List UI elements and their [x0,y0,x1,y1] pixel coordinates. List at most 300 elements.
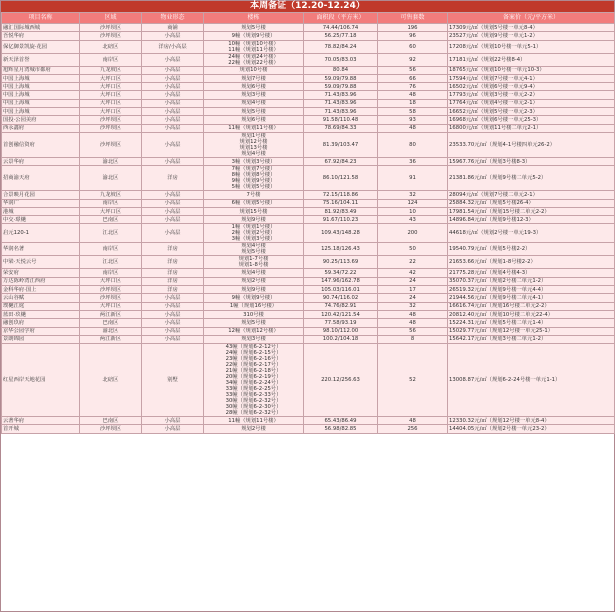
cell-buildings [204,277,304,285]
cell-project-name: 华润名著 [2,243,80,256]
cell-area: 91.67/110.23 [304,216,378,224]
cell-project-name: 吾悦华府 [2,32,80,40]
cell-property-type: 洋房 [142,166,204,191]
cell-district: 南岸区 [80,269,142,277]
cell-units: 24 [378,277,448,285]
cell-district: 巴南区 [80,216,142,224]
cell-units: 196 [378,24,448,32]
cell-area: 81.92/83.49 [304,207,378,215]
cell-project-name: 京华公园学府 [2,327,80,335]
cell-units: 92 [378,53,448,66]
cell-property-type: 洋房 [142,269,204,277]
housing-table [1,12,615,434]
cell-property-type: 小高层 [142,216,204,224]
header-units: 可售套数 [378,13,448,24]
building-label: 规划2号楼 [241,426,266,433]
cell-price: 16652元/㎡（规划5号楼一单元2-3） [448,108,615,116]
building-label: 6幢（规划5号楼） [231,200,276,207]
cell-area: 75.16/104.11 [304,199,378,207]
cell-district: 渝北区 [80,157,142,165]
cell-buildings [204,24,304,32]
cell-district: 大坪口区 [80,108,142,116]
cell-project-name: 新天泽首誉 [2,53,80,66]
cell-district: 大坪口区 [80,99,142,107]
cell-project-name: 国投·公园美府 [2,116,80,124]
cell-project-name: 云景华府 [2,157,80,165]
cell-project-name: 景朗锦园 [2,335,80,343]
cell-district: 北碚区 [80,344,142,417]
cell-price: 16616.74元/㎡（规划16号楼二单元2-2） [448,302,615,310]
table-row [2,74,615,82]
cell-price: 21381.86元/㎡（规划9号楼二单元5-2） [448,166,615,191]
table-row [2,207,615,215]
cell-area: 59.09/79.88 [304,83,378,91]
cell-district: 九龙坡区 [80,66,142,74]
cell-units: 17 [378,286,448,294]
building-label: 20幢（规划6-2-19号） [225,374,282,381]
building-label: 9幢（规划9号楼） [231,178,276,185]
cell-area: 59.09/79.88 [304,74,378,82]
cell-district: 大坪口区 [80,83,142,91]
cell-property-type: 别墅 [142,344,204,417]
cell-buildings [204,157,304,165]
cell-price: 15642.17元/㎡（规划3号楼二单元1-2） [448,335,615,343]
building-label: 28幢（规划6-2-32号） [225,410,282,417]
cell-area: 78.82/84.24 [304,40,378,53]
cell-buildings [204,108,304,116]
cell-district: 巴南区 [80,319,142,327]
building-label: 7幢（规划7号楼） [231,166,276,173]
cell-price: 17594元/㎡（规划7号楼一单元4-1） [448,74,615,82]
building-label: 规划6号楼 [241,117,266,124]
cell-property-type: 小高层 [142,108,204,116]
building-label: 规划4号楼 [241,243,266,250]
cell-units: 48 [378,417,448,425]
cell-property-type: 小高层 [142,124,204,132]
header-price: 备案价（元/平方米） [448,13,615,24]
cell-buildings [204,216,304,224]
table-row [2,277,615,285]
cell-district: 大坪口区 [80,91,142,99]
cell-property-type: 小高层 [142,83,204,91]
table-row [2,335,615,343]
cell-units: 32 [378,302,448,310]
cell-price: 21775.28元/㎡（规划4号楼4-3） [448,269,615,277]
table-row [2,417,615,425]
cell-property-type: 小高层 [142,74,204,82]
cell-property-type: 小高层 [142,425,204,433]
building-label: 规划1号楼 [241,132,266,139]
table-row [2,319,615,327]
cell-units: 48 [378,124,448,132]
cell-price: 14404.05元/㎡（规划2号楼一单元23-2） [448,425,615,433]
building-label: 7号楼 [246,191,261,198]
cell-units: 48 [378,310,448,318]
cell-property-type: 洋房 [142,256,204,269]
cell-area: 220.12/256.63 [304,344,378,417]
cell-buildings [204,335,304,343]
cell-price: 18765元/㎡（规划10号楼一单元10-3） [448,66,615,74]
cell-buildings [204,74,304,82]
cell-area: 100.2/104.18 [304,335,378,343]
cell-property-type: 小高层 [142,327,204,335]
cell-price: 15967.76元/㎡（规划3号楼8-3） [448,157,615,165]
table-row [2,40,615,53]
building-label: 规划4号楼 [241,270,266,277]
cell-area: 65.43/86.49 [304,417,378,425]
cell-project-name: 万达陈岭湾江西府 [2,277,80,285]
table-row [2,166,615,191]
cell-district: 大坪口区 [80,74,142,82]
cell-units: 48 [378,319,448,327]
table-row [2,108,615,116]
cell-area: 56.98/82.85 [304,425,378,433]
cell-buildings [204,83,304,91]
cell-district: 两江新区 [80,335,142,343]
cell-price: 26519.32元/㎡（规划9号楼一单元4-4） [448,286,615,294]
cell-units: 56 [378,327,448,335]
cell-property-type: 小高层 [142,53,204,66]
cell-buildings [204,53,304,66]
cell-units: 50 [378,243,448,256]
cell-units: 18 [378,99,448,107]
cell-units: 58 [378,108,448,116]
table-row [2,132,615,157]
building-label: 规划3号楼 [241,336,266,343]
cell-price: 23533.70元/㎡（规划4-1号楼四单元26-2） [448,132,615,157]
building-label: 12幢（规划12号楼） [228,328,279,335]
cell-area: 77.58/93.19 [304,319,378,327]
cell-area: 81.39/103.47 [304,132,378,157]
cell-price: 25884.32元/㎡（规划5号楼26-4） [448,199,615,207]
cell-price: 20812.40元/㎡（规划10号楼二单元22-4） [448,310,615,318]
cell-buildings [204,425,304,433]
cell-price: 16968元/㎡（规划6号楼一单元25-3） [448,116,615,124]
table-body [2,13,615,434]
cell-property-type: 小高层 [142,335,204,343]
building-label: 规划5号楼 [241,319,266,326]
header-district: 区域 [80,13,142,24]
cell-district: 渝北区 [80,166,142,191]
table-row [2,344,615,417]
cell-district: 沙坪坝区 [80,286,142,294]
building-label: 43幢（规划6-2-12号） [225,344,282,351]
cell-project-name: 旭辉星月湾城市都府 [2,66,80,74]
building-label: 规划1-7号楼 [238,256,269,263]
cell-buildings [204,199,304,207]
cell-district: 江北区 [80,256,142,269]
cell-units: 56 [378,66,448,74]
building-label: 34幢（规划6-2-24号） [225,380,282,387]
building-label: 1幢（规划16号楼） [229,303,278,310]
header-area: 面积段（平方米） [304,13,378,24]
building-label: 规划5号楼 [241,108,266,115]
cell-district: 九龙坡区 [80,191,142,199]
cell-price: 35070.37元/㎡（规划2号楼二单元1-2） [448,277,615,285]
building-label: 11幢（规划11号楼） [228,125,279,132]
cell-area: 120.42/121.54 [304,310,378,318]
building-label: 30幢（规划6-2-32号） [225,398,282,405]
building-label: 9幢（规划9号楼） [231,294,276,301]
cell-district: 南岸区 [80,53,142,66]
cell-project-name: 云著华府 [2,417,80,425]
table-row [2,124,615,132]
table-row [2,310,615,318]
table-row [2,243,615,256]
cell-units: 76 [378,83,448,91]
cell-project-name: 中国上海城 [2,108,80,116]
cell-buildings [204,116,304,124]
cell-buildings [204,224,304,243]
building-label: 规划4号楼 [241,100,266,107]
cell-buildings [204,99,304,107]
building-label: 9幢（规划9号楼） [231,32,276,39]
header-property-type: 物业形态 [142,13,204,24]
cell-area: 90.25/113.69 [304,256,378,269]
table-row [2,302,615,310]
table-row [2,216,615,224]
building-label: 规划5号楼 [241,24,266,31]
cell-property-type: 小高层 [142,116,204,124]
building-label: 310号楼 [243,311,264,318]
cell-district: 沙坪坝区 [80,116,142,124]
building-label: 规划5号楼 [241,249,266,256]
cell-price: 16502元/㎡（规划6号楼一单元9-4） [448,83,615,91]
cell-price: 21944.56元/㎡（规划9号楼二单元4-1） [448,294,615,302]
cell-property-type: 小高层 [142,207,204,215]
cell-district: 南岸区 [80,243,142,256]
building-label: 规划9号楼 [241,286,266,293]
cell-property-type: 小高层 [142,417,204,425]
cell-price: 17793元/㎡（规划3号楼一单元2-2） [448,91,615,99]
header-buildings: 楼栋 [204,13,304,24]
cell-price: 23527元/㎡（规划9号楼一单元1-2） [448,32,615,40]
building-label: 11幢（规划11号楼） [228,417,279,424]
cell-price: 17181元/㎡（规划22号楼8-4） [448,53,615,66]
cell-area: 91.58/110.48 [304,116,378,124]
cell-project-name: 中梁·天悦云号 [2,256,80,269]
cell-units: 10 [378,207,448,215]
cell-district: 北碚区 [80,40,142,53]
cell-units: 200 [378,224,448,243]
table-row [2,327,615,335]
cell-project-name: 荣安府 [2,269,80,277]
table-row [2,32,615,40]
cell-area: 59.34/72.22 [304,269,378,277]
building-label: 规划7号楼 [241,75,266,82]
building-label: 规划6号楼 [241,83,266,90]
cell-district: 沙坪坝区 [80,425,142,433]
cell-project-name: 西永鑫府 [2,124,80,132]
cell-units: 48 [378,91,448,99]
building-label: 规划2号楼 [241,278,266,285]
cell-units: 91 [378,166,448,191]
cell-property-type: 小高层 [142,99,204,107]
cell-property-type: 小高层 [142,294,204,302]
cell-price: 44618元/㎡（规划2号楼一单元19-3） [448,224,615,243]
cell-property-type: 小高层 [142,191,204,199]
cell-units: 66 [378,74,448,82]
building-label: 33幢（规划6-2-33号） [225,392,282,399]
building-label: 22幢（规划6-2-17号） [225,362,282,369]
building-label: 规划15号楼 [239,208,268,215]
cell-area: 147.96/162.78 [304,277,378,285]
cell-price: 17764元/㎡（规划4号楼一单元2-1） [448,99,615,107]
cell-project-name: 合景映月花园 [2,191,80,199]
cell-district: 沙坪坝区 [80,124,142,132]
cell-area: 86.10/121.58 [304,166,378,191]
cell-project-name: 首开城 [2,425,80,433]
building-label: 10幢（规划10号楼） [228,40,279,47]
cell-units: 36 [378,157,448,165]
cell-area: 71.43/83.96 [304,108,378,116]
cell-buildings [204,302,304,310]
cell-project-name: 融汇国际城西城 [2,24,80,32]
cell-units: 80 [378,132,448,157]
building-label: 规划9号楼 [241,216,266,223]
cell-district: 沙坪坝区 [80,24,142,32]
cell-buildings [204,124,304,132]
cell-price: 17208元/㎡（规划10号楼一单元5-1） [448,40,615,53]
cell-units: 93 [378,116,448,124]
cell-buildings [204,294,304,302]
table-row [2,157,615,165]
cell-project-name: 中国上海城 [2,99,80,107]
table-row [2,256,615,269]
cell-district: 渝北区 [80,327,142,335]
cell-price: 15029.77元/㎡（规划12号楼一单元25-1） [448,327,615,335]
building-label: 2幢（规划2号楼） [231,230,276,237]
cell-property-type: 洋房 [142,277,204,285]
cell-district: 大坪口区 [80,302,142,310]
building-label: 23幢（规划6-2-16号） [225,356,282,363]
cell-units: 96 [378,32,448,40]
cell-price: 17981.54元/㎡（规划15号楼二单元2-2） [448,207,615,215]
cell-units: 32 [378,191,448,199]
cell-project-name: 首创融信资府 [2,132,80,157]
cell-project-name: 中国上海城 [2,74,80,82]
cell-property-type: 洋房 [142,286,204,294]
cell-price: 15224.31元/㎡（规划5号楼二单元1-4） [448,319,615,327]
building-label: 30幢（规划6-2-30号） [225,404,282,411]
cell-project-name: 港城 [2,207,80,215]
table-row [2,99,615,107]
cell-property-type: 商铺 [142,24,204,32]
cell-area: 71.43/83.96 [304,99,378,107]
cell-project-name: 中国上海城 [2,91,80,99]
cell-area: 74.44/106.74 [304,24,378,32]
cell-buildings [204,344,304,417]
cell-district: 南岸区 [80,199,142,207]
cell-project-name: 璞樾江庭 [2,302,80,310]
cell-buildings [204,91,304,99]
cell-project-name: 启元120-1 [2,224,80,243]
table-row [2,425,615,433]
cell-district: 江北区 [80,224,142,243]
building-label: 规划4号楼 [241,150,266,157]
building-label: 规划13号楼 [239,144,268,151]
cell-price: 28094元/㎡（规划7号楼二单元2-1） [448,191,615,199]
table-row [2,53,615,66]
building-label: 24幢（规划6-2-15号） [225,350,282,357]
cell-price: 12330.32元/㎡（规划12号楼一单元8-4） [448,417,615,425]
cell-units: 60 [378,40,448,53]
cell-property-type: 小高层 [142,132,204,157]
cell-project-name: 保亿御景凯旋·花园 [2,40,80,53]
cell-project-name: 金科华府·国上 [2,286,80,294]
cell-price: 19540.79元/㎡（规划5号楼2-2） [448,243,615,256]
header-project-name: 项目名称 [2,13,80,24]
table-header-row [2,13,615,24]
cell-buildings [204,286,304,294]
building-label: 规划12号楼 [239,138,268,145]
table-row [2,66,615,74]
cell-area: 67.92/84.23 [304,157,378,165]
cell-buildings [204,207,304,215]
cell-project-name: 招商渝天府 [2,166,80,191]
cell-property-type: 洋房 [142,243,204,256]
cell-district: 大坪口区 [80,207,142,215]
cell-area: 98.10/112.00 [304,327,378,335]
cell-area: 71.43/83.96 [304,91,378,99]
table-row [2,269,615,277]
cell-price: 21653.66元/㎡（规划1-8号楼2-2） [448,256,615,269]
building-label: 1幢（规划1号楼） [231,224,276,231]
cell-buildings [204,269,304,277]
cell-property-type: 小高层 [142,302,204,310]
cell-units: 8 [378,335,448,343]
cell-property-type: 小高层 [142,32,204,40]
cell-property-type: 小高层 [142,319,204,327]
building-label: 33幢（规划6-2-25号） [225,386,282,393]
cell-buildings [204,66,304,74]
cell-area: 125.18/126.43 [304,243,378,256]
table-row [2,199,615,207]
cell-property-type: 小高层 [142,199,204,207]
cell-buildings [204,310,304,318]
cell-property-type: 小高层 [142,66,204,74]
table-row [2,191,615,199]
cell-area: 74.76/82.91 [304,302,378,310]
building-label: 5幢（规划5号楼） [231,184,276,191]
cell-price: 14896.84元/㎡（规划9号楼12-3） [448,216,615,224]
cell-units: 22 [378,256,448,269]
cell-property-type: 小高层 [142,224,204,243]
building-label: 21幢（规划6-2-18号） [225,368,282,375]
cell-project-name: 融创玖府 [2,319,80,327]
page-title: 本周备证（12.20-12.24） [1,1,614,12]
table-row [2,116,615,124]
cell-buildings [204,256,304,269]
cell-units: 42 [378,269,448,277]
cell-buildings [204,319,304,327]
cell-units: 24 [378,294,448,302]
cell-area: 70.05/83.03 [304,53,378,66]
cell-property-type: 洋房/小高层 [142,40,204,53]
cell-property-type: 小高层 [142,91,204,99]
cell-buildings [204,191,304,199]
cell-district: 大坪口区 [80,277,142,285]
cell-area: 90.74/116.02 [304,294,378,302]
cell-price: 13008.87元/㎡（规划6-2-24号楼一单元1-1） [448,344,615,417]
cell-area: 72.15/118.86 [304,191,378,199]
building-label: 3幢（规划3号楼） [231,236,276,243]
cell-area: 109.43/148.28 [304,224,378,243]
building-label: 22幢（规划22号楼） [228,59,279,66]
cell-buildings [204,417,304,425]
cell-buildings [204,132,304,157]
building-label: 3幢（规划3号楼） [231,158,276,165]
